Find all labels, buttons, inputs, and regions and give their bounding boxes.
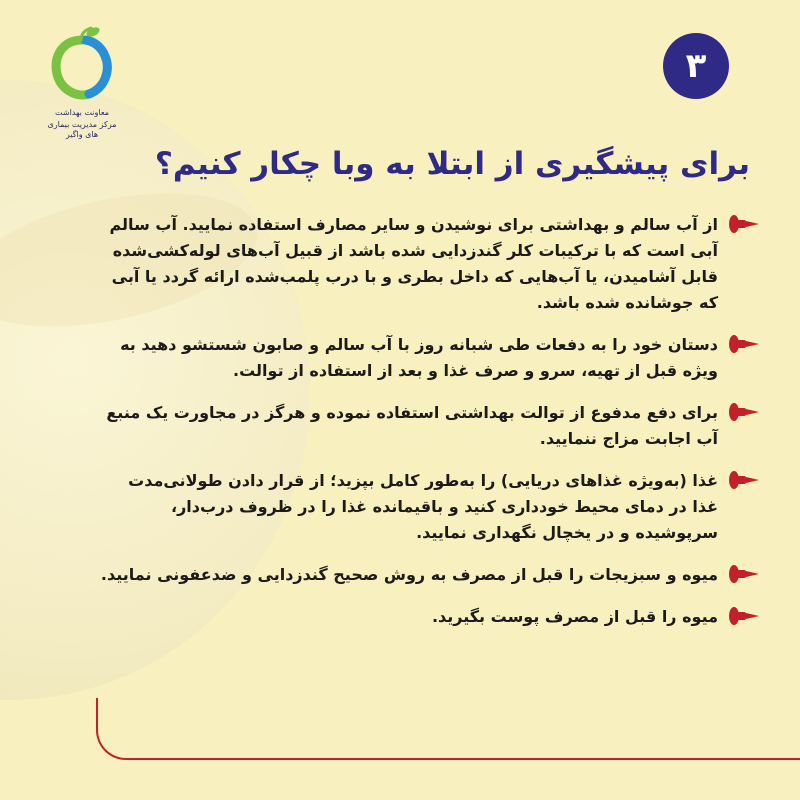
pin-icon: [728, 212, 760, 236]
list-item: [100, 604, 760, 630]
logo-caption-2: مرکز مدیریت بیماری های واگیر: [47, 120, 117, 139]
list-item: [100, 212, 760, 316]
list-item-text: میوه و سبزیجات را قبل از مصرف به روش صحیح گندزدایی و ضدعفونی نمایید.: [100, 565, 718, 584]
pin-icon: [728, 468, 760, 492]
section-number-badge: ۳: [663, 33, 729, 99]
list-item-text: غذا (به‌ویژه غذاهای دریایی) را به‌طور کامل بپزید؛ از قرار دادن طولانی‌مدت غذا در دمای محیط خودداری کنید و باقیمانده غذا را در ظروف درب‌دار، سرپوشیده و در یخچال نگهداری نمایید.: [128, 471, 718, 542]
pin-icon: [728, 562, 760, 586]
list-item-text: برای دفع مدفوع از توالت بهداشتی استفاده نموده و هرگز در مجاورت یک منبع آب اجابت مزاج ننمایید.: [106, 403, 718, 448]
list-item: [100, 332, 760, 384]
pin-icon: [728, 332, 760, 356]
pin-icon: [728, 604, 760, 628]
pin-icon: [728, 400, 760, 424]
list-item-text: از آب سالم و بهداشتی برای نوشیدن و سایر مصارف استفاده نمایید. آب سالم آبی است که با ترکیبات کلر گندزدایی شده باشد از قبیل آب‌های لوله‌کشی‌شده قابل آشامیدن، یا آب‌هایی که داخل بطری و با درب پلمب‌شده ارائه گردد یا آبی که جوشانده شده باشد.: [109, 215, 718, 312]
prevention-list: [100, 212, 760, 646]
decorative-frame-line: [96, 698, 800, 760]
logo: [42, 26, 122, 139]
list-item: [100, 468, 760, 546]
logo-caption-1: معاونت بهداشت: [55, 108, 109, 117]
page-title: برای پیشگیری از ابتلا به وبا چکار کنیم؟: [154, 146, 750, 182]
list-item: [100, 562, 760, 588]
list-item: [100, 400, 760, 452]
list-item-text: میوه را قبل از مصرف پوست بگیرید.: [431, 607, 718, 626]
list-item-text: دستان خود را به دفعات طی شبانه روز با آب سالم و صابون شستشو دهید به ویژه قبل از تهیه، سرو و صرف غذا و بعد از استفاده از توالت.: [120, 335, 718, 380]
logo-icon: [47, 26, 117, 106]
